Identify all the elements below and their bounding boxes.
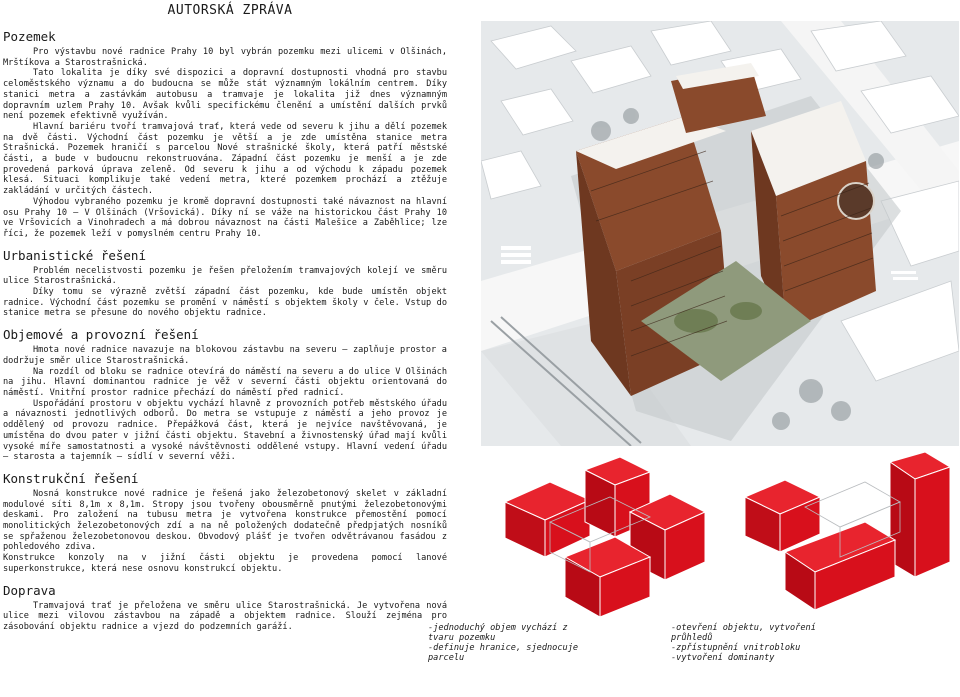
paragraph: Hmota nové radnice navazuje na blokovou zástavbu na severu – zaplňuje prostor a dodržuje směr ulice Starostrašnická.	[3, 345, 447, 366]
caption-line: -jednoduchý objem vychází z	[428, 623, 568, 633]
page-title: AUTORSKÁ ZPRÁVA	[167, 3, 293, 18]
massing-drawing-1	[490, 452, 725, 620]
paragraph: Nosná konstrukce nové radnice je řešená jako železobetonový skelet v základní modulové síti 8,1m x 8,1m. Stropy jsou tvořeny obousměrně pnutými železobetonovými deskami. Pro založení na tubusu metra je vytvořena konstrukce přemostění pomocí monolitických železobetonových zdí a na ně položených dodatečně předpjatých nosníků se spřaženou železobetonovou deskou. Obvodový plášť je tvořen odvětrávanou fasádou z pohledového zdiva.	[3, 488, 447, 553]
massing-drawing-2	[725, 452, 960, 620]
section-urbanisticke-reseni	[3, 249, 447, 320]
paragraph: Výhodou vybraného pozemku je kromě dopravní dostupnosti také návaznost na hlavní osu Prahy 10 – V Olšinách (Vršovická). Díky ní se váže na historickou část Prahy 10 ve Vršovicích a Vinohradech a má dobrou návaznost na části Malešice a Zaběhlice; lze říci, že pozemek leží v pomyslném centru Prahy 10.	[3, 196, 447, 239]
paragraph: Tato lokalita je díky své dispozici a dopravní dostupnosti vhodná pro stavbu celoměstského významu a do budoucna se může stát významným lokálním centrem. Díky stanici metra a zastávkám autobusu a tramvaje je lokalita již dnes významným dopravním uzlem Prahy 10. Avšak kvůli specifickému členění a umístění dalších prvků není pozemek efektivně využíván.	[3, 68, 447, 122]
paragraph: Konstrukce konzoly na v jižní části objektu je provedena pomocí lanové superkonstrukce, která nese osnovu konstrukcí objektu.	[3, 553, 447, 574]
caption-line: -otevření objektu, vytvoření	[671, 623, 816, 633]
section-heading: Urbanistické řešení	[3, 247, 146, 263]
report-text-column	[3, 24, 447, 633]
caption-line: -zpřístupnění vnitrobloku	[671, 643, 801, 653]
caption-line: parcelu	[428, 653, 465, 663]
section-heading: Doprava	[3, 582, 56, 598]
caption-line: tvaru pozemku	[428, 633, 496, 643]
caption-line: průhledů	[671, 633, 713, 643]
paragraph: Problém necelistvosti pozemku je řešen přeložením tramvajových kolejí ve směru ulice Starostrašnická.	[3, 265, 447, 287]
building-aerial-render	[481, 21, 959, 446]
paragraph: Hlavní bariéru tvoří tramvajová trať, která vede od severu k jihu a dělí pozemek na dvě části. Východní část pozemku je větší a je zde umístěna stanice metra Strašnická. Pozemek hraničí s parcelou Nové strašnické školy, která patří městské části, a bude v budoucnu rekonstruována. Západní část pozemku je menší a je zde provedená parková úprava zeleně. Od severu k jihu a od východu k západu pozemek klesá. Situaci komplikuje také vedení metra, které pozemkem prochází a ztěžuje zakládání v určitých částech.	[3, 121, 447, 197]
diagram-caption-left	[428, 623, 598, 663]
paragraph: Díky tomu se výrazně zvětší západní část pozemku, kde bude umístěn objekt radnice. Východní část pozemku se promění v náměstí s objektem školy v čele. Vstup do stanice metra se přesune do nového objektu radnice.	[3, 287, 447, 319]
diagram-caption-right	[671, 623, 841, 663]
paragraph: Uspořádání prostoru v objektu vychází hlavně z provozních potřeb městského úřadu a návaznosti jednotlivých odborů. Do metra se vstupuje z náměstí a jeho provoz je oddělený od provozu radnice. Přepážková část, která je nejvíce navštěvovaná, je umístěna do dvou pater v jižní části objektu. Stavební a živnostenský úřad mají kvůli vysoké míře samostatnosti a vysoké návštěvnosti oddělené vstupy. Hlavní vedení úřadu – starosta a tajemník – sídlí v severní věži.	[3, 398, 447, 463]
section-heading: Konstrukční řešení	[3, 470, 139, 486]
section-konstrukcni-reseni	[3, 472, 447, 575]
caption-line: -definuje hranice, sjednocuje	[428, 643, 579, 653]
section-heading: Pozemek	[3, 29, 56, 44]
section-pozemek	[3, 30, 447, 240]
massing-diagram-simple-volume	[490, 452, 725, 620]
section-objemove-reseni	[3, 328, 447, 463]
render-drawing	[481, 21, 959, 446]
paragraph: Pro výstavbu nové radnice Prahy 10 byl vybrán pozemku mezi ulicemi v Olšinách, Mrštíkova a Starostrašnická.	[3, 47, 447, 68]
paragraph: Tramvajová trať je přeložena ve směru ulice Starostrašnická. Je vytvořena nová ulice mezi vilovou zástavbou na západě a objektem radnice. Slouží zejména pro zásobování objektu radnice a vjezd do podzemních garáží.	[3, 600, 447, 632]
section-doprava	[3, 584, 447, 633]
paragraph: Na rozdíl od bloku se radnice otevírá do náměstí na severu a do ulice V Olšinách na jihu. Hlavní dominantou radnice je věž v severní části objektu orientovaná do náměstí. Vnitřní prostor radnice přechází do náměstí před radnicí.	[3, 366, 447, 398]
massing-diagram-opened-volume	[725, 452, 960, 620]
section-heading: Objemové a provozní řešení	[3, 327, 199, 343]
caption-line: -vytvoření dominanty	[671, 653, 775, 663]
